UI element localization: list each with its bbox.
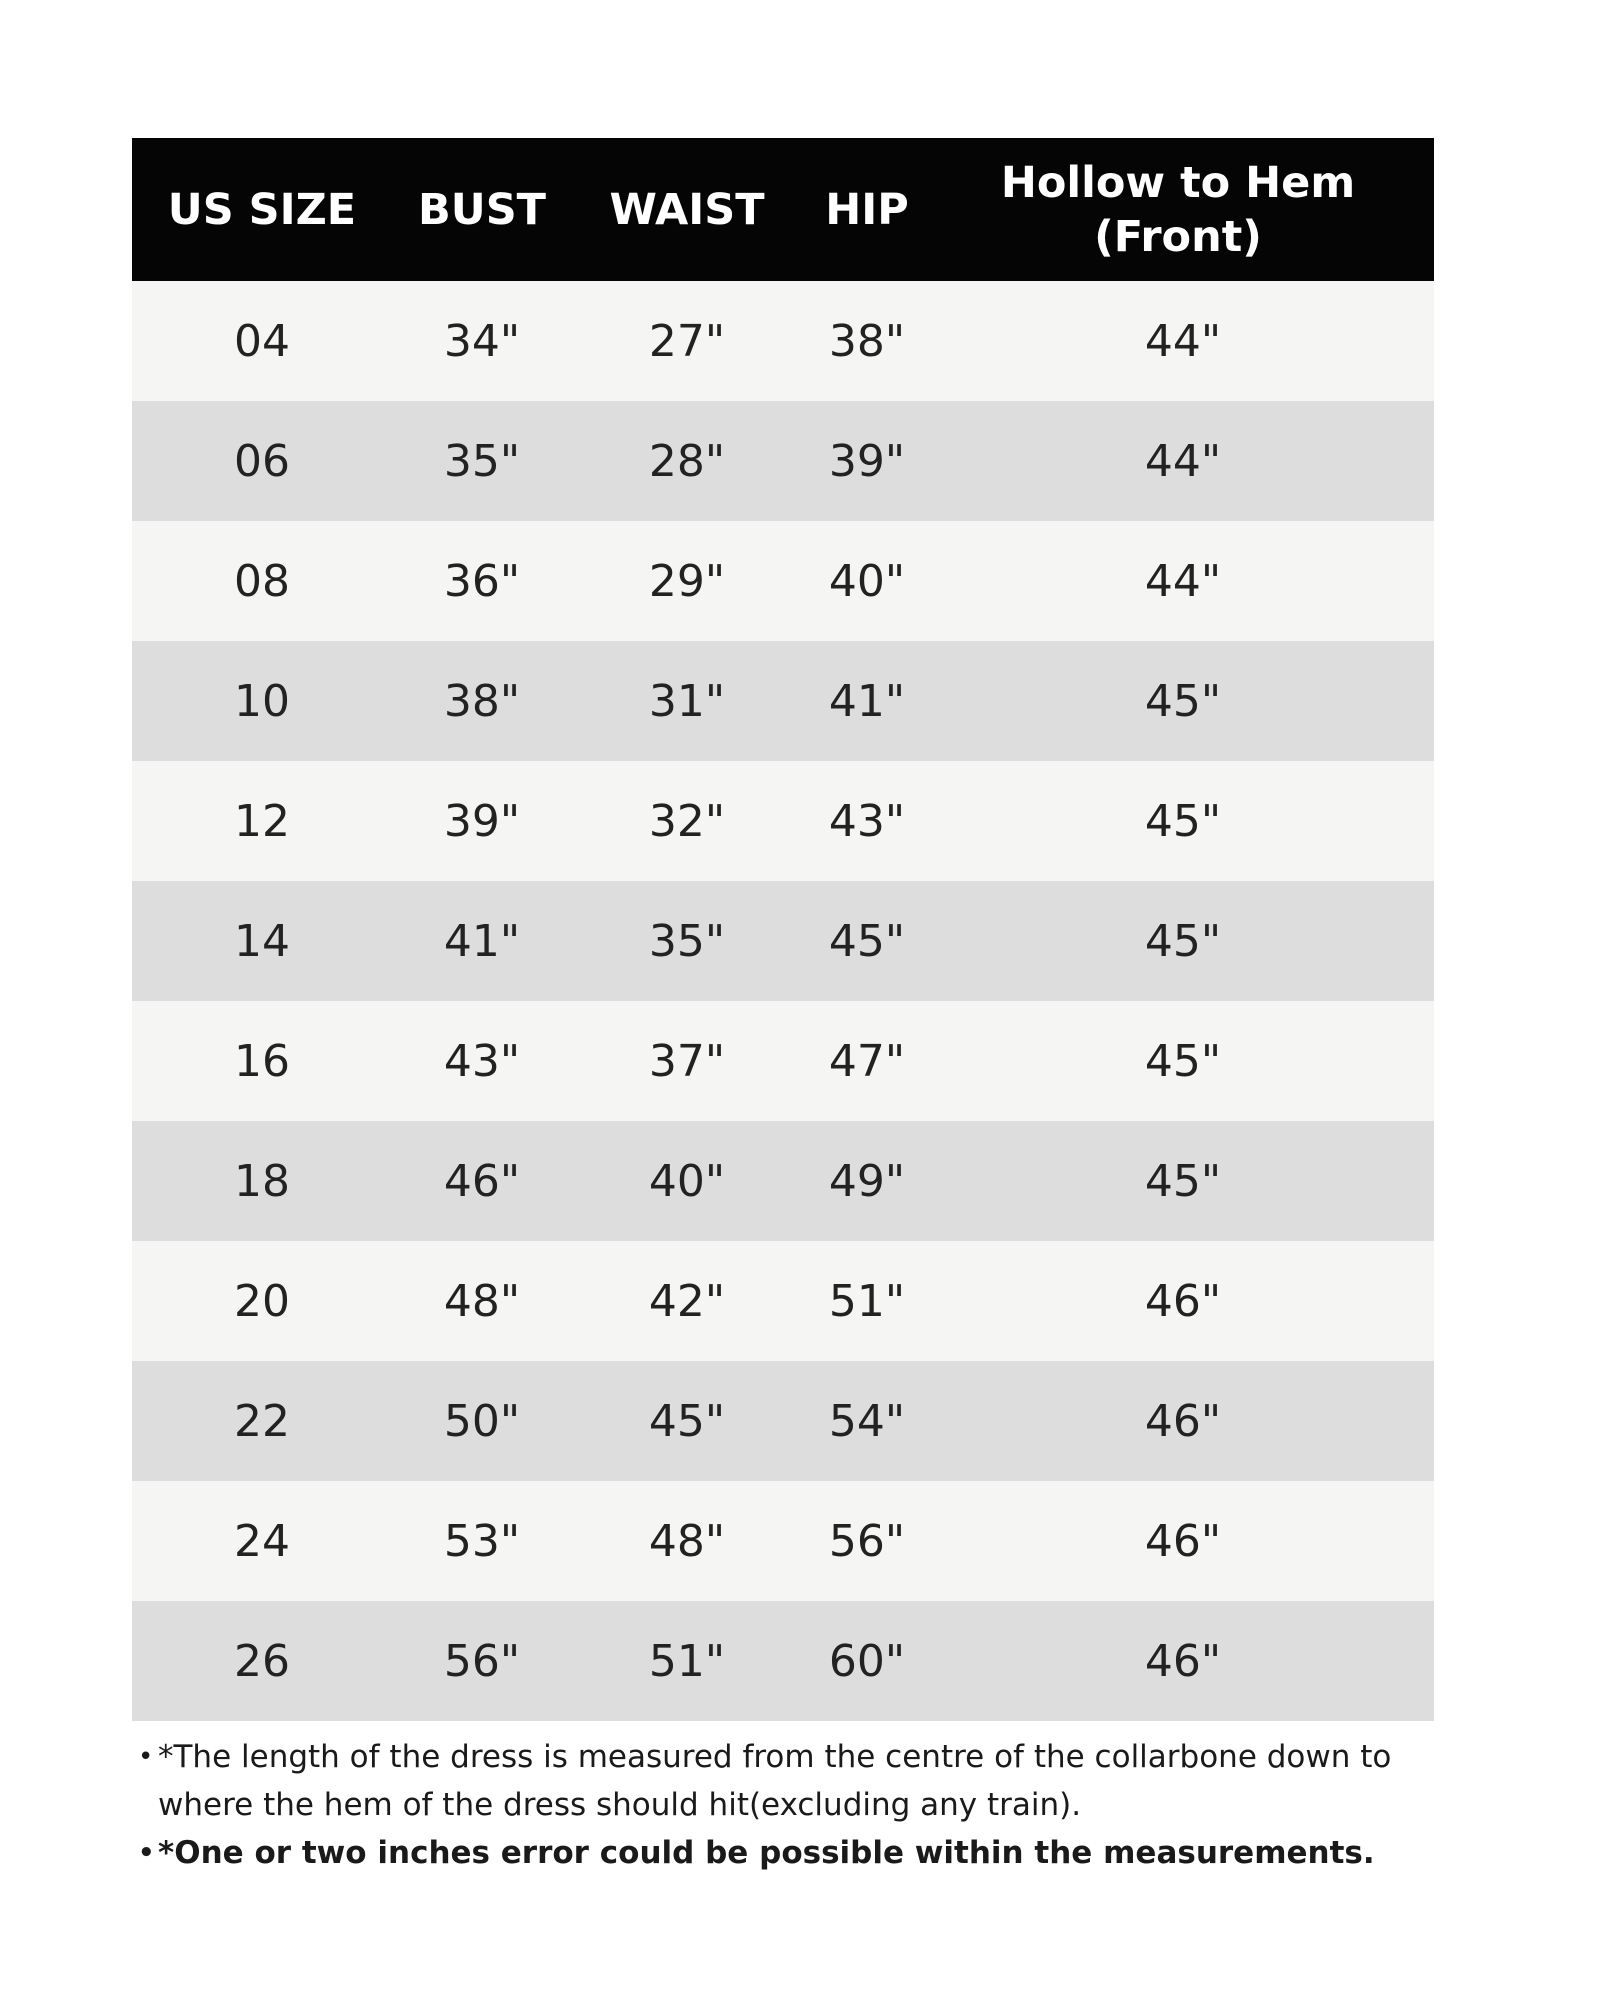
header-waist: WAIST xyxy=(572,138,802,281)
cell-waist: 35" xyxy=(572,881,802,1001)
cell-waist: 29" xyxy=(572,521,802,641)
note-length-line2: where the hem of the dress should hit(excluding any train). xyxy=(158,1787,1082,1823)
note-error-line1: *One or two inches error could be possible within the measurements. xyxy=(158,1835,1375,1871)
cell-hip: 39" xyxy=(802,401,932,521)
cell-hollow-to-hem: 45" xyxy=(932,1121,1434,1241)
size-chart-header xyxy=(132,138,1434,281)
notes xyxy=(134,1733,1454,1877)
cell-hip: 41" xyxy=(802,641,932,761)
table-row xyxy=(132,1601,1434,1721)
cell-us-size: 14 xyxy=(132,881,392,1001)
cell-waist: 42" xyxy=(572,1241,802,1361)
cell-us-size: 12 xyxy=(132,761,392,881)
cell-hollow-to-hem: 44" xyxy=(932,281,1434,401)
table-row xyxy=(132,881,1434,1001)
header-bust: BUST xyxy=(392,138,572,281)
table-row xyxy=(132,1241,1434,1361)
header-hollow-to-hem-line1: Hollow to Hem xyxy=(1000,157,1356,208)
cell-bust: 56" xyxy=(392,1601,572,1721)
cell-waist: 37" xyxy=(572,1001,802,1121)
cell-us-size: 06 xyxy=(132,401,392,521)
cell-waist: 32" xyxy=(572,761,802,881)
cell-hollow-to-hem: 45" xyxy=(932,1001,1434,1121)
size-chart-table xyxy=(132,138,1434,1721)
table-row xyxy=(132,1361,1434,1481)
header-us-size: US SIZE xyxy=(132,138,392,281)
cell-bust: 39" xyxy=(392,761,572,881)
table-row xyxy=(132,281,1434,401)
cell-hip: 40" xyxy=(802,521,932,641)
cell-hollow-to-hem: 44" xyxy=(932,401,1434,521)
cell-bust: 35" xyxy=(392,401,572,521)
cell-us-size: 22 xyxy=(132,1361,392,1481)
table-row xyxy=(132,1481,1434,1601)
cell-hollow-to-hem: 46" xyxy=(932,1481,1434,1601)
bullet-icon: • xyxy=(138,1742,154,1772)
table-row xyxy=(132,641,1434,761)
cell-bust: 41" xyxy=(392,881,572,1001)
cell-us-size: 26 xyxy=(132,1601,392,1721)
cell-bust: 36" xyxy=(392,521,572,641)
cell-hollow-to-hem: 45" xyxy=(932,641,1434,761)
header-row xyxy=(132,138,1434,281)
note-error xyxy=(134,1829,1454,1877)
cell-hollow-to-hem: 46" xyxy=(932,1361,1434,1481)
cell-waist: 48" xyxy=(572,1481,802,1601)
header-hollow-to-hem-line2: (Front) xyxy=(1094,211,1262,262)
cell-hollow-to-hem: 45" xyxy=(932,761,1434,881)
cell-us-size: 04 xyxy=(132,281,392,401)
cell-waist: 27" xyxy=(572,281,802,401)
cell-hip: 43" xyxy=(802,761,932,881)
cell-hip: 51" xyxy=(802,1241,932,1361)
cell-hollow-to-hem: 46" xyxy=(932,1241,1434,1361)
cell-bust: 48" xyxy=(392,1241,572,1361)
cell-hip: 49" xyxy=(802,1121,932,1241)
cell-hollow-to-hem: 45" xyxy=(932,881,1434,1001)
cell-us-size: 16 xyxy=(132,1001,392,1121)
table-row xyxy=(132,1121,1434,1241)
cell-hip: 56" xyxy=(802,1481,932,1601)
cell-bust: 34" xyxy=(392,281,572,401)
cell-bust: 53" xyxy=(392,1481,572,1601)
cell-hip: 60" xyxy=(802,1601,932,1721)
cell-bust: 38" xyxy=(392,641,572,761)
cell-hip: 54" xyxy=(802,1361,932,1481)
bullet-icon: • xyxy=(138,1838,155,1868)
cell-hip: 45" xyxy=(802,881,932,1001)
cell-waist: 40" xyxy=(572,1121,802,1241)
header-hip: HIP xyxy=(802,138,932,281)
cell-us-size: 20 xyxy=(132,1241,392,1361)
cell-hip: 47" xyxy=(802,1001,932,1121)
cell-us-size: 10 xyxy=(132,641,392,761)
cell-waist: 45" xyxy=(572,1361,802,1481)
table-row xyxy=(132,521,1434,641)
table-row xyxy=(132,1001,1434,1121)
cell-waist: 28" xyxy=(572,401,802,521)
cell-waist: 51" xyxy=(572,1601,802,1721)
cell-us-size: 24 xyxy=(132,1481,392,1601)
cell-waist: 31" xyxy=(572,641,802,761)
table-row xyxy=(132,761,1434,881)
cell-bust: 43" xyxy=(392,1001,572,1121)
cell-us-size: 08 xyxy=(132,521,392,641)
cell-hollow-to-hem: 44" xyxy=(932,521,1434,641)
cell-bust: 46" xyxy=(392,1121,572,1241)
cell-hollow-to-hem: 46" xyxy=(932,1601,1434,1721)
note-length xyxy=(134,1733,1454,1829)
cell-us-size: 18 xyxy=(132,1121,392,1241)
header-hollow-to-hem xyxy=(932,138,1434,281)
size-chart-body xyxy=(132,281,1434,1721)
cell-bust: 50" xyxy=(392,1361,572,1481)
cell-hip: 38" xyxy=(802,281,932,401)
note-length-line1: *The length of the dress is measured from the centre of the collarbone down to xyxy=(158,1739,1392,1775)
table-row xyxy=(132,401,1434,521)
